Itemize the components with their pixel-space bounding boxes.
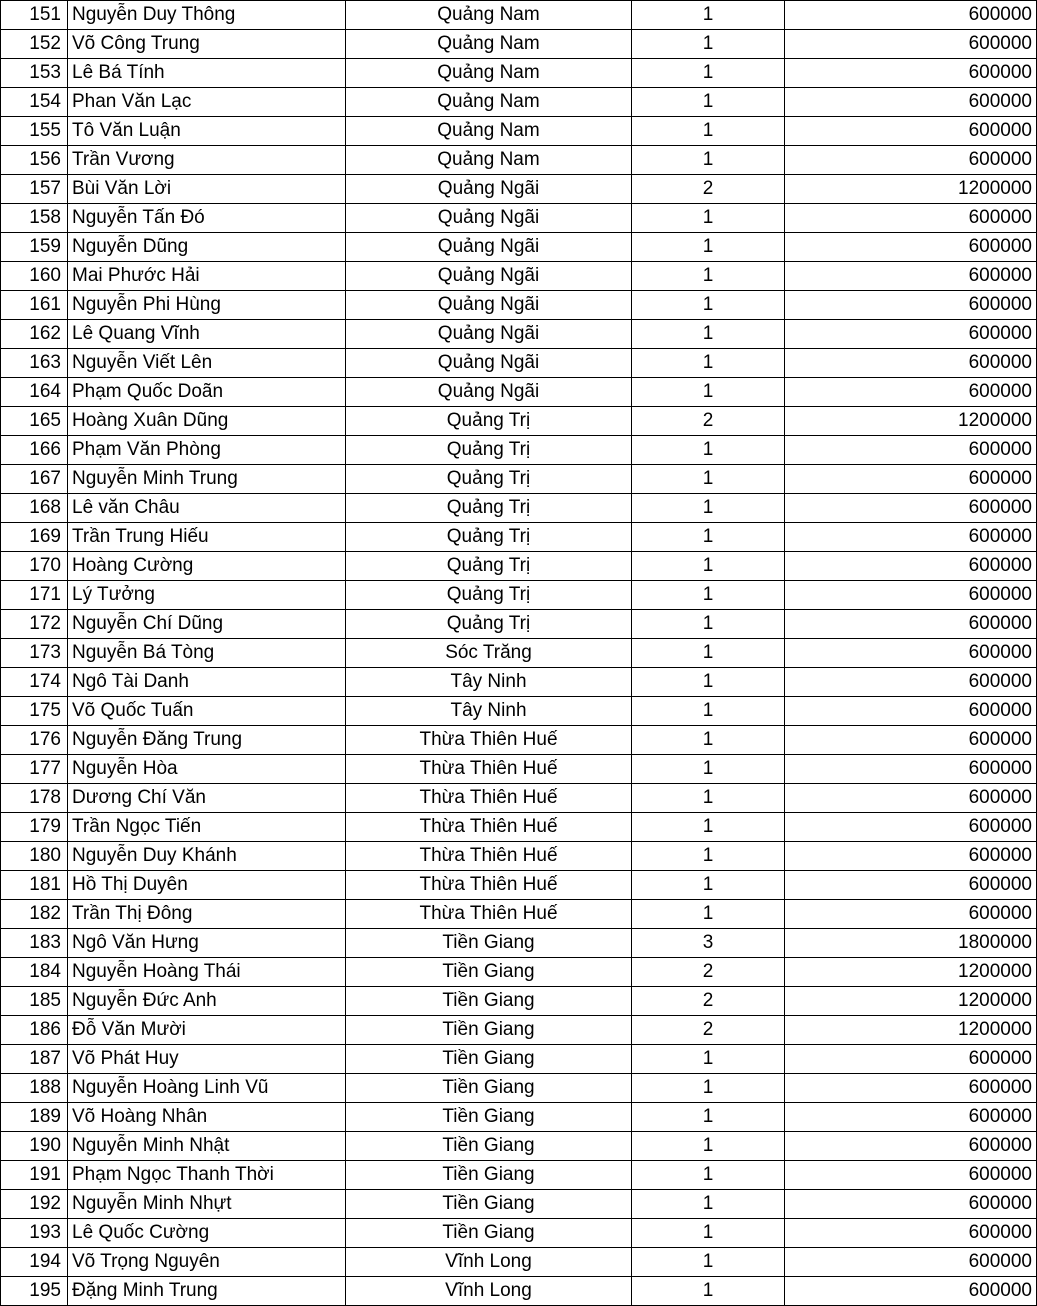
quantity-cell: 1 [632, 813, 785, 842]
quantity-cell: 1 [632, 1161, 785, 1190]
person-name-cell: Nguyễn Hoàng Linh Vũ [68, 1074, 346, 1103]
person-name-cell: Nguyễn Viết Lên [68, 349, 346, 378]
table-row [1, 697, 1037, 726]
row-number-cell: 182 [1, 900, 68, 929]
amount-cell: 600000 [785, 1190, 1037, 1219]
row-number-cell: 168 [1, 494, 68, 523]
person-name-cell: Nguyễn Dũng [68, 233, 346, 262]
person-name-cell: Nguyễn Duy Thông [68, 1, 346, 30]
quantity-cell: 1 [632, 117, 785, 146]
amount-cell: 600000 [785, 639, 1037, 668]
table-row [1, 349, 1037, 378]
amount-cell: 600000 [785, 842, 1037, 871]
province-cell: Vĩnh Long [346, 1248, 632, 1277]
quantity-cell: 1 [632, 262, 785, 291]
row-number-cell: 158 [1, 204, 68, 233]
province-cell: Quảng Trị [346, 552, 632, 581]
quantity-cell: 1 [632, 30, 785, 59]
table-row [1, 726, 1037, 755]
person-name-cell: Đặng Minh Trung [68, 1277, 346, 1306]
province-cell: Tiền Giang [346, 958, 632, 987]
row-number-cell: 151 [1, 1, 68, 30]
table-row [1, 59, 1037, 88]
row-number-cell: 178 [1, 784, 68, 813]
amount-cell: 600000 [785, 1103, 1037, 1132]
table-row [1, 523, 1037, 552]
person-name-cell: Mai Phước Hải [68, 262, 346, 291]
table-row [1, 204, 1037, 233]
table-row [1, 1248, 1037, 1277]
person-name-cell: Phạm Văn Phòng [68, 436, 346, 465]
person-name-cell: Nguyễn Phi Hùng [68, 291, 346, 320]
person-name-cell: Nguyễn Minh Nhật [68, 1132, 346, 1161]
amount-cell: 600000 [785, 30, 1037, 59]
amount-cell: 600000 [785, 1045, 1037, 1074]
person-name-cell: Hoàng Cường [68, 552, 346, 581]
row-number-cell: 157 [1, 175, 68, 204]
table-row [1, 639, 1037, 668]
person-name-cell: Võ Quốc Tuấn [68, 697, 346, 726]
province-cell: Thừa Thiên Huế [346, 726, 632, 755]
person-name-cell: Nguyễn Chí Dũng [68, 610, 346, 639]
row-number-cell: 186 [1, 1016, 68, 1045]
province-cell: Tiền Giang [346, 1016, 632, 1045]
row-number-cell: 159 [1, 233, 68, 262]
row-number-cell: 184 [1, 958, 68, 987]
person-name-cell: Trần Ngọc Tiến [68, 813, 346, 842]
quantity-cell: 1 [632, 668, 785, 697]
table-row [1, 755, 1037, 784]
row-number-cell: 153 [1, 59, 68, 88]
quantity-cell: 2 [632, 1016, 785, 1045]
table-row [1, 1132, 1037, 1161]
amount-cell: 600000 [785, 668, 1037, 697]
quantity-cell: 1 [632, 204, 785, 233]
row-number-cell: 187 [1, 1045, 68, 1074]
quantity-cell: 1 [632, 494, 785, 523]
province-cell: Tiền Giang [346, 1103, 632, 1132]
province-cell: Quảng Trị [346, 581, 632, 610]
table-row [1, 929, 1037, 958]
province-cell: Tiền Giang [346, 1132, 632, 1161]
row-number-cell: 174 [1, 668, 68, 697]
quantity-cell: 1 [632, 1103, 785, 1132]
table-row [1, 30, 1037, 59]
quantity-cell: 1 [632, 1045, 785, 1074]
person-name-cell: Tô Văn Luận [68, 117, 346, 146]
amount-cell: 600000 [785, 233, 1037, 262]
amount-cell: 600000 [785, 1161, 1037, 1190]
person-name-cell: Lê Quang Vĩnh [68, 320, 346, 349]
row-number-cell: 183 [1, 929, 68, 958]
province-cell: Tiền Giang [346, 1190, 632, 1219]
table-row [1, 987, 1037, 1016]
province-cell: Quảng Trị [346, 436, 632, 465]
table-row [1, 262, 1037, 291]
quantity-cell: 1 [632, 436, 785, 465]
row-number-cell: 154 [1, 88, 68, 117]
amount-cell: 1200000 [785, 407, 1037, 436]
amount-cell: 600000 [785, 349, 1037, 378]
person-name-cell: Lê văn Châu [68, 494, 346, 523]
province-cell: Quảng Nam [346, 117, 632, 146]
province-cell: Quảng Nam [346, 59, 632, 88]
quantity-cell: 1 [632, 581, 785, 610]
table-row [1, 465, 1037, 494]
person-name-cell: Dương Chí Văn [68, 784, 346, 813]
table-row [1, 1277, 1037, 1306]
row-number-cell: 155 [1, 117, 68, 146]
province-cell: Tiền Giang [346, 1219, 632, 1248]
province-cell: Quảng Ngãi [346, 262, 632, 291]
amount-cell: 1800000 [785, 929, 1037, 958]
person-name-cell: Võ Công Trung [68, 30, 346, 59]
person-name-cell: Phạm Quốc Doãn [68, 378, 346, 407]
table-row [1, 668, 1037, 697]
table-row [1, 1103, 1037, 1132]
row-number-cell: 195 [1, 1277, 68, 1306]
person-name-cell: Bùi Văn Lời [68, 175, 346, 204]
table-row [1, 1045, 1037, 1074]
amount-cell: 1200000 [785, 1016, 1037, 1045]
province-cell: Tiền Giang [346, 987, 632, 1016]
table-row [1, 146, 1037, 175]
amount-cell: 600000 [785, 1, 1037, 30]
row-number-cell: 164 [1, 378, 68, 407]
province-cell: Quảng Nam [346, 30, 632, 59]
amount-cell: 1200000 [785, 958, 1037, 987]
person-name-cell: Nguyễn Minh Trung [68, 465, 346, 494]
province-cell: Thừa Thiên Huế [346, 813, 632, 842]
table-row [1, 378, 1037, 407]
quantity-cell: 1 [632, 1219, 785, 1248]
row-number-cell: 165 [1, 407, 68, 436]
province-cell: Quảng Ngãi [346, 204, 632, 233]
row-number-cell: 191 [1, 1161, 68, 1190]
amount-cell: 600000 [785, 871, 1037, 900]
amount-cell: 600000 [785, 581, 1037, 610]
amount-cell: 600000 [785, 320, 1037, 349]
amount-cell: 600000 [785, 1248, 1037, 1277]
province-cell: Quảng Ngãi [346, 349, 632, 378]
province-cell: Tiền Giang [346, 929, 632, 958]
table-row [1, 436, 1037, 465]
table-row [1, 233, 1037, 262]
table-row [1, 88, 1037, 117]
row-number-cell: 169 [1, 523, 68, 552]
quantity-cell: 2 [632, 407, 785, 436]
quantity-cell: 1 [632, 610, 785, 639]
quantity-cell: 1 [632, 1, 785, 30]
person-name-cell: Hoàng Xuân Dũng [68, 407, 346, 436]
amount-cell: 600000 [785, 59, 1037, 88]
quantity-cell: 1 [632, 726, 785, 755]
table-row [1, 320, 1037, 349]
province-cell: Quảng Trị [346, 465, 632, 494]
quantity-cell: 1 [632, 523, 785, 552]
quantity-cell: 1 [632, 146, 785, 175]
province-cell: Quảng Ngãi [346, 175, 632, 204]
province-cell: Thừa Thiên Huế [346, 842, 632, 871]
person-name-cell: Trần Trung Hiếu [68, 523, 346, 552]
person-name-cell: Nguyễn Hoàng Thái [68, 958, 346, 987]
table-row [1, 900, 1037, 929]
table-row [1, 1219, 1037, 1248]
row-number-cell: 171 [1, 581, 68, 610]
province-cell: Quảng Nam [346, 1, 632, 30]
quantity-cell: 1 [632, 59, 785, 88]
province-cell: Sóc Trăng [346, 639, 632, 668]
quantity-cell: 1 [632, 842, 785, 871]
amount-cell: 600000 [785, 494, 1037, 523]
quantity-cell: 1 [632, 233, 785, 262]
row-number-cell: 179 [1, 813, 68, 842]
table-row [1, 842, 1037, 871]
province-cell: Thừa Thiên Huế [346, 755, 632, 784]
quantity-cell: 2 [632, 958, 785, 987]
quantity-cell: 1 [632, 1074, 785, 1103]
amount-cell: 600000 [785, 1277, 1037, 1306]
table-row [1, 871, 1037, 900]
amount-cell: 600000 [785, 1074, 1037, 1103]
quantity-cell: 1 [632, 291, 785, 320]
person-name-cell: Phạm Ngọc Thanh Thời [68, 1161, 346, 1190]
row-number-cell: 190 [1, 1132, 68, 1161]
person-name-cell: Ngô Văn Hưng [68, 929, 346, 958]
amount-cell: 600000 [785, 697, 1037, 726]
province-cell: Tây Ninh [346, 697, 632, 726]
row-number-cell: 194 [1, 1248, 68, 1277]
amount-cell: 600000 [785, 900, 1037, 929]
amount-cell: 1200000 [785, 175, 1037, 204]
row-number-cell: 180 [1, 842, 68, 871]
person-name-cell: Phan Văn Lạc [68, 88, 346, 117]
row-number-cell: 170 [1, 552, 68, 581]
person-name-cell: Ngô Tài Danh [68, 668, 346, 697]
row-number-cell: 161 [1, 291, 68, 320]
quantity-cell: 1 [632, 900, 785, 929]
province-cell: Quảng Trị [346, 494, 632, 523]
quantity-cell: 1 [632, 639, 785, 668]
quantity-cell: 1 [632, 378, 785, 407]
province-cell: Quảng Trị [346, 523, 632, 552]
person-name-cell: Võ Phát Huy [68, 1045, 346, 1074]
person-name-cell: Trần Thị Đông [68, 900, 346, 929]
province-cell: Quảng Ngãi [346, 233, 632, 262]
quantity-cell: 3 [632, 929, 785, 958]
quantity-cell: 1 [632, 1248, 785, 1277]
row-number-cell: 189 [1, 1103, 68, 1132]
quantity-cell: 1 [632, 1132, 785, 1161]
table-row [1, 407, 1037, 436]
row-number-cell: 192 [1, 1190, 68, 1219]
row-number-cell: 175 [1, 697, 68, 726]
table-row [1, 581, 1037, 610]
amount-cell: 600000 [785, 204, 1037, 233]
amount-cell: 600000 [785, 465, 1037, 494]
province-cell: Quảng Trị [346, 407, 632, 436]
table-row [1, 610, 1037, 639]
province-cell: Tiền Giang [346, 1045, 632, 1074]
table-row [1, 1190, 1037, 1219]
row-number-cell: 167 [1, 465, 68, 494]
row-number-cell: 156 [1, 146, 68, 175]
table-row [1, 552, 1037, 581]
amount-cell: 600000 [785, 1132, 1037, 1161]
amount-cell: 600000 [785, 117, 1037, 146]
amount-cell: 600000 [785, 784, 1037, 813]
row-number-cell: 163 [1, 349, 68, 378]
person-name-cell: Nguyễn Minh Nhựt [68, 1190, 346, 1219]
person-name-cell: Nguyễn Bá Tòng [68, 639, 346, 668]
province-cell: Quảng Nam [346, 146, 632, 175]
person-name-cell: Hồ Thị Duyên [68, 871, 346, 900]
table-row [1, 291, 1037, 320]
quantity-cell: 1 [632, 1190, 785, 1219]
quantity-cell: 1 [632, 1277, 785, 1306]
table-row [1, 1161, 1037, 1190]
person-name-cell: Lê Bá Tính [68, 59, 346, 88]
quantity-cell: 1 [632, 465, 785, 494]
row-number-cell: 181 [1, 871, 68, 900]
table-row [1, 175, 1037, 204]
amount-cell: 600000 [785, 378, 1037, 407]
row-number-cell: 172 [1, 610, 68, 639]
quantity-cell: 1 [632, 88, 785, 117]
row-number-cell: 193 [1, 1219, 68, 1248]
quantity-cell: 1 [632, 552, 785, 581]
province-cell: Quảng Ngãi [346, 378, 632, 407]
quantity-cell: 2 [632, 175, 785, 204]
table-row [1, 784, 1037, 813]
province-cell: Quảng Ngãi [346, 291, 632, 320]
row-number-cell: 176 [1, 726, 68, 755]
province-cell: Tây Ninh [346, 668, 632, 697]
amount-cell: 600000 [785, 552, 1037, 581]
row-number-cell: 160 [1, 262, 68, 291]
person-name-cell: Lê Quốc Cường [68, 1219, 346, 1248]
amount-cell: 600000 [785, 262, 1037, 291]
quantity-cell: 2 [632, 987, 785, 1016]
province-cell: Thừa Thiên Huế [346, 900, 632, 929]
province-cell: Quảng Trị [346, 610, 632, 639]
table-row [1, 813, 1037, 842]
province-cell: Tiền Giang [346, 1161, 632, 1190]
amount-cell: 600000 [785, 610, 1037, 639]
table-row [1, 494, 1037, 523]
province-cell: Tiền Giang [346, 1074, 632, 1103]
row-number-cell: 188 [1, 1074, 68, 1103]
quantity-cell: 1 [632, 784, 785, 813]
table-row [1, 1016, 1037, 1045]
amount-cell: 600000 [785, 146, 1037, 175]
amount-cell: 600000 [785, 813, 1037, 842]
quantity-cell: 1 [632, 755, 785, 784]
table-body [1, 1, 1037, 1306]
province-cell: Quảng Ngãi [346, 320, 632, 349]
person-name-cell: Trần Vương [68, 146, 346, 175]
row-number-cell: 185 [1, 987, 68, 1016]
amount-cell: 600000 [785, 1219, 1037, 1248]
quantity-cell: 1 [632, 697, 785, 726]
row-number-cell: 177 [1, 755, 68, 784]
person-name-cell: Nguyễn Đức Anh [68, 987, 346, 1016]
person-name-cell: Nguyễn Duy Khánh [68, 842, 346, 871]
person-name-cell: Nguyễn Hòa [68, 755, 346, 784]
table-row [1, 958, 1037, 987]
amount-cell: 600000 [785, 291, 1037, 320]
person-name-cell: Đỗ Văn Mười [68, 1016, 346, 1045]
quantity-cell: 1 [632, 871, 785, 900]
amount-cell: 1200000 [785, 987, 1037, 1016]
table-row [1, 1074, 1037, 1103]
province-cell: Vĩnh Long [346, 1277, 632, 1306]
amount-cell: 600000 [785, 88, 1037, 117]
province-cell: Quảng Nam [346, 88, 632, 117]
person-name-cell: Lý Tưởng [68, 581, 346, 610]
table-row [1, 117, 1037, 146]
amount-cell: 600000 [785, 523, 1037, 552]
province-cell: Thừa Thiên Huế [346, 871, 632, 900]
amount-cell: 600000 [785, 726, 1037, 755]
person-name-cell: Nguyễn Tấn Đó [68, 204, 346, 233]
person-name-cell: Võ Hoàng Nhân [68, 1103, 346, 1132]
row-number-cell: 173 [1, 639, 68, 668]
row-number-cell: 166 [1, 436, 68, 465]
table-row [1, 1, 1037, 30]
person-name-cell: Nguyễn Đăng Trung [68, 726, 346, 755]
quantity-cell: 1 [632, 349, 785, 378]
row-number-cell: 152 [1, 30, 68, 59]
province-cell: Thừa Thiên Huế [346, 784, 632, 813]
quantity-cell: 1 [632, 320, 785, 349]
row-number-cell: 162 [1, 320, 68, 349]
person-name-cell: Võ Trọng Nguyên [68, 1248, 346, 1277]
amount-cell: 600000 [785, 755, 1037, 784]
amount-cell: 600000 [785, 436, 1037, 465]
